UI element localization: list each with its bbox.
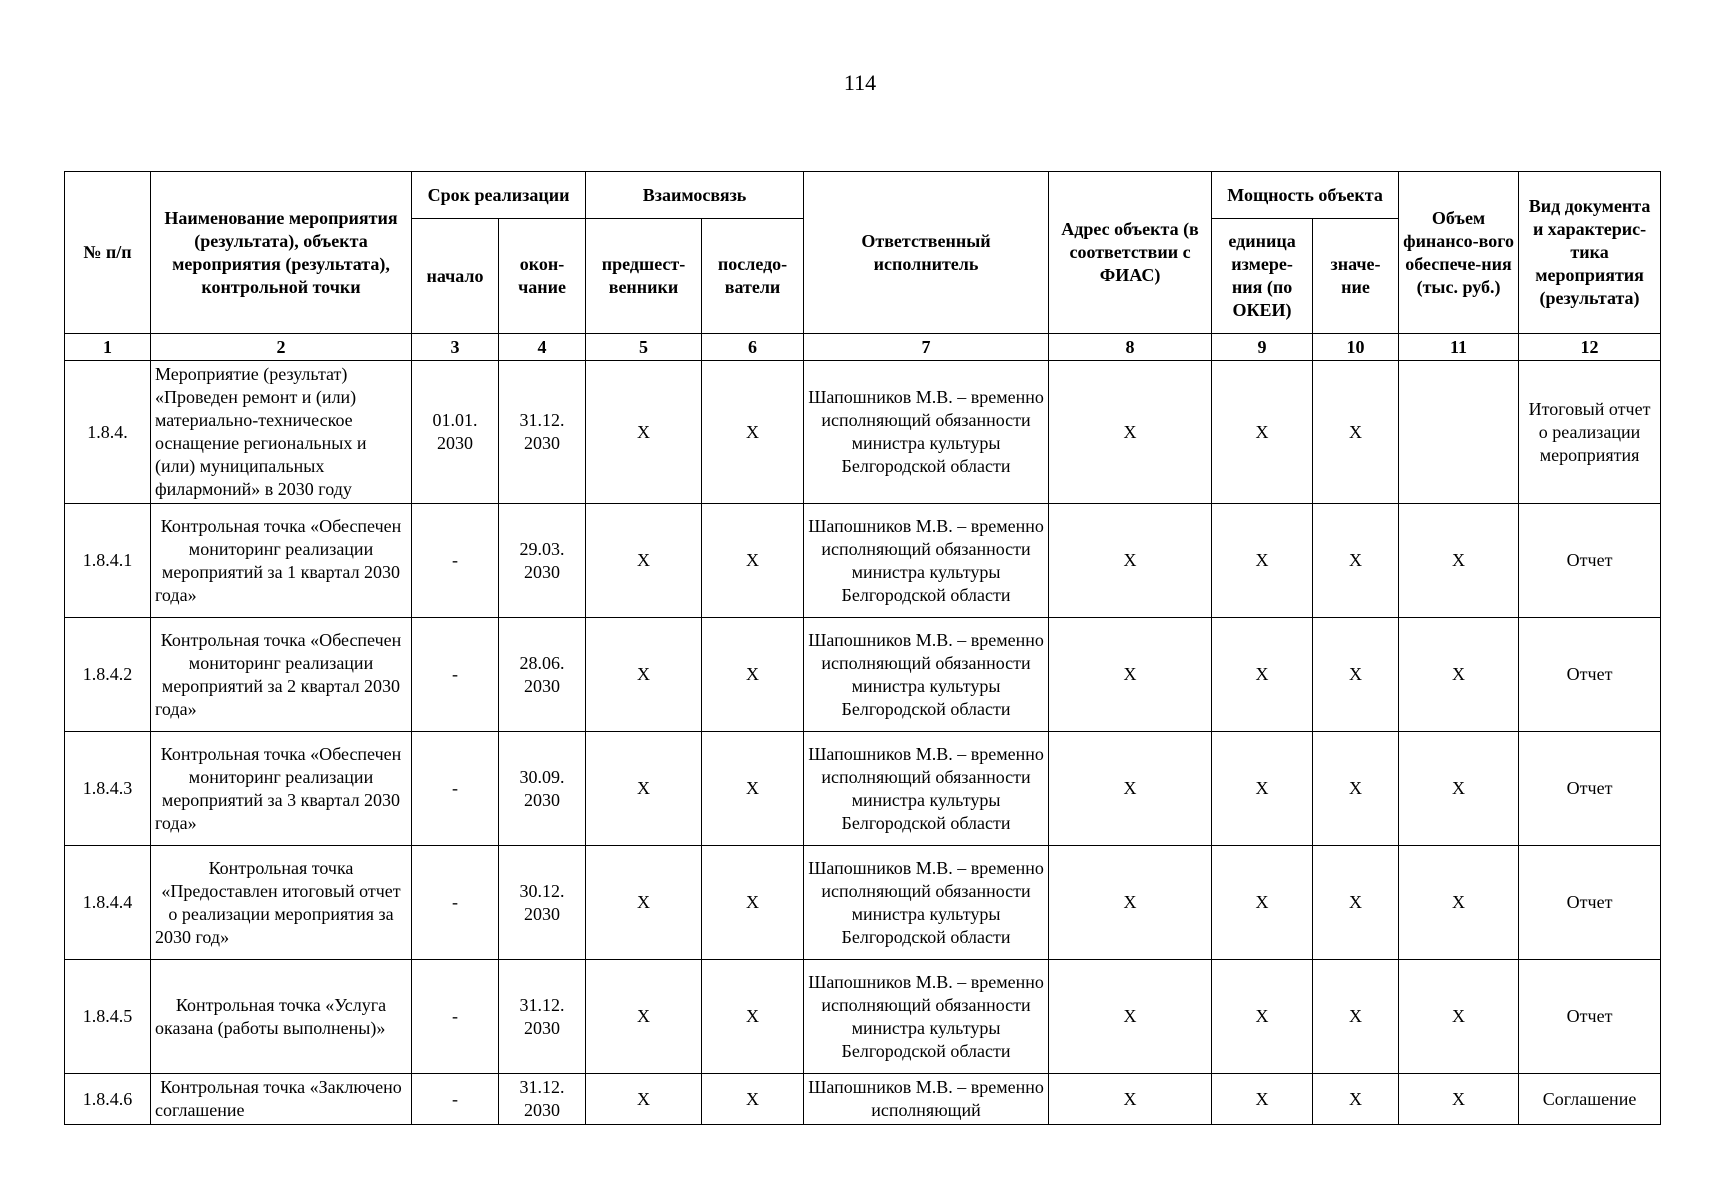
column-number: 3 <box>412 334 499 361</box>
row-value: Х <box>1313 960 1399 1074</box>
header-address: Адрес объекта (в соответствии с ФИАС) <box>1049 172 1212 334</box>
row-unit: Х <box>1212 1074 1313 1125</box>
row-number: 1.8.4.4 <box>65 846 151 960</box>
row-start: 01.01. 2030 <box>412 361 499 504</box>
row-start: - <box>412 732 499 846</box>
header-successors: последо-ватели <box>702 219 804 334</box>
row-document: Соглашение <box>1519 1074 1661 1125</box>
row-finance: Х <box>1399 618 1519 732</box>
row-predecessors: Х <box>586 361 702 504</box>
row-responsible: Шапошников М.В. – временно исполняющий обязанности министра культуры Белгородской области <box>804 361 1049 504</box>
row-finance: Х <box>1399 1074 1519 1125</box>
row-predecessors: Х <box>586 504 702 618</box>
column-number: 8 <box>1049 334 1212 361</box>
header-end: окон-чание <box>499 219 586 334</box>
row-finance: Х <box>1399 846 1519 960</box>
header-no: № п/п <box>65 172 151 334</box>
row-end: 30.12. 2030 <box>499 846 586 960</box>
row-value: Х <box>1313 504 1399 618</box>
row-successors: Х <box>702 1074 804 1125</box>
row-number: 1.8.4.5 <box>65 960 151 1074</box>
row-unit: Х <box>1212 504 1313 618</box>
row-end: 31.12. 2030 <box>499 960 586 1074</box>
row-end: 29.03. 2030 <box>499 504 586 618</box>
row-address: Х <box>1049 1074 1212 1125</box>
row-unit: Х <box>1212 732 1313 846</box>
row-end: 30.09. 2030 <box>499 732 586 846</box>
row-address: Х <box>1049 732 1212 846</box>
column-number: 4 <box>499 334 586 361</box>
row-address: Х <box>1049 960 1212 1074</box>
row-finance <box>1399 361 1519 504</box>
row-end: 31.12. 2030 <box>499 361 586 504</box>
row-predecessors: Х <box>586 618 702 732</box>
row-start: - <box>412 504 499 618</box>
row-successors: Х <box>702 618 804 732</box>
row-responsible: Шапошников М.В. – временно исполняющий <box>804 1074 1049 1125</box>
header-responsible: Ответственный исполнитель <box>804 172 1049 334</box>
row-value: Х <box>1313 361 1399 504</box>
table-row <box>65 618 1661 732</box>
plan-table <box>64 171 1661 1125</box>
row-name: Контрольная точка «Услуга оказана (работы выполнены)» <box>151 960 412 1074</box>
row-start: - <box>412 1074 499 1125</box>
row-successors: Х <box>702 504 804 618</box>
row-end: 31.12. 2030 <box>499 1074 586 1125</box>
row-document: Отчет <box>1519 732 1661 846</box>
row-value: Х <box>1313 846 1399 960</box>
row-start: - <box>412 846 499 960</box>
row-end: 28.06. 2030 <box>499 618 586 732</box>
header-link: Взаимосвязь <box>586 172 804 219</box>
row-name: Контрольная точка «Предоставлен итоговый отчет о реализации мероприятия за 2030 год» <box>151 846 412 960</box>
column-number: 10 <box>1313 334 1399 361</box>
table-row <box>65 361 1661 504</box>
row-successors: Х <box>702 732 804 846</box>
row-name: Контрольная точка «Обеспечен мониторинг реализации мероприятий за 2 квартал 2030 года» <box>151 618 412 732</box>
row-document: Итоговый отчет о реализации мероприятия <box>1519 361 1661 504</box>
table-row <box>65 846 1661 960</box>
row-unit: Х <box>1212 361 1313 504</box>
row-predecessors: Х <box>586 1074 702 1125</box>
row-name: Контрольная точка «Заключено соглашение <box>151 1074 412 1125</box>
page-number: 114 <box>843 70 877 95</box>
row-document: Отчет <box>1519 960 1661 1074</box>
table-header <box>65 172 1661 361</box>
row-responsible: Шапошников М.В. – временно исполняющий обязанности министра культуры Белгородской области <box>804 960 1049 1074</box>
row-successors: Х <box>702 846 804 960</box>
column-number: 6 <box>702 334 804 361</box>
column-number: 11 <box>1399 334 1519 361</box>
row-address: Х <box>1049 618 1212 732</box>
column-number: 12 <box>1519 334 1661 361</box>
row-responsible: Шапошников М.В. – временно исполняющий обязанности министра культуры Белгородской области <box>804 846 1049 960</box>
table-row <box>65 504 1661 618</box>
row-responsible: Шапошников М.В. – временно исполняющий обязанности министра культуры Белгородской области <box>804 504 1049 618</box>
row-value: Х <box>1313 1074 1399 1125</box>
table-row <box>65 1074 1661 1125</box>
header-name: Наименование мероприятия (результата), объекта мероприятия (результата), контрольной точки <box>151 172 412 334</box>
row-number: 1.8.4. <box>65 361 151 504</box>
header-unit: единица измере-ния (по ОКЕИ) <box>1212 219 1313 334</box>
row-address: Х <box>1049 846 1212 960</box>
column-number: 7 <box>804 334 1049 361</box>
row-unit: Х <box>1212 618 1313 732</box>
header-finance: Объем финансо-вого обеспече-ния (тыс. руб.) <box>1399 172 1519 334</box>
row-start: - <box>412 960 499 1074</box>
header-term: Срок реализации <box>412 172 586 219</box>
row-name: Контрольная точка «Обеспечен мониторинг реализации мероприятий за 1 квартал 2030 года» <box>151 504 412 618</box>
row-unit: Х <box>1212 846 1313 960</box>
column-number: 9 <box>1212 334 1313 361</box>
row-number: 1.8.4.6 <box>65 1074 151 1125</box>
row-finance: Х <box>1399 960 1519 1074</box>
header-predecessors: предшест-венники <box>586 219 702 334</box>
row-finance: Х <box>1399 732 1519 846</box>
table-row <box>65 960 1661 1074</box>
row-finance: Х <box>1399 504 1519 618</box>
column-number: 2 <box>151 334 412 361</box>
row-value: Х <box>1313 618 1399 732</box>
row-address: Х <box>1049 504 1212 618</box>
row-value: Х <box>1313 732 1399 846</box>
row-predecessors: Х <box>586 732 702 846</box>
row-document: Отчет <box>1519 618 1661 732</box>
column-number: 1 <box>65 334 151 361</box>
header-value: значе-ние <box>1313 219 1399 334</box>
row-name: Мероприятие (результат) «Проведен ремонт и (или) материально-техническое оснащение региональных и (или) муниципальных филармоний» в 2030 году <box>151 361 412 504</box>
header-capacity: Мощность объекта <box>1212 172 1399 219</box>
row-number: 1.8.4.3 <box>65 732 151 846</box>
header-start: начало <box>412 219 499 334</box>
row-predecessors: Х <box>586 846 702 960</box>
column-number-row <box>65 334 1661 361</box>
row-number: 1.8.4.1 <box>65 504 151 618</box>
row-responsible: Шапошников М.В. – временно исполняющий обязанности министра культуры Белгородской области <box>804 732 1049 846</box>
header-document: Вид документа и характерис-тика мероприятия (результата) <box>1519 172 1661 334</box>
row-start: - <box>412 618 499 732</box>
column-number: 5 <box>586 334 702 361</box>
row-unit: Х <box>1212 960 1313 1074</box>
table-row <box>65 732 1661 846</box>
row-document: Отчет <box>1519 504 1661 618</box>
row-number: 1.8.4.2 <box>65 618 151 732</box>
row-address: Х <box>1049 361 1212 504</box>
row-document: Отчет <box>1519 846 1661 960</box>
row-successors: Х <box>702 361 804 504</box>
row-predecessors: Х <box>586 960 702 1074</box>
row-name: Контрольная точка «Обеспечен мониторинг реализации мероприятий за 3 квартал 2030 года» <box>151 732 412 846</box>
row-successors: Х <box>702 960 804 1074</box>
row-responsible: Шапошников М.В. – временно исполняющий обязанности министра культуры Белгородской области <box>804 618 1049 732</box>
